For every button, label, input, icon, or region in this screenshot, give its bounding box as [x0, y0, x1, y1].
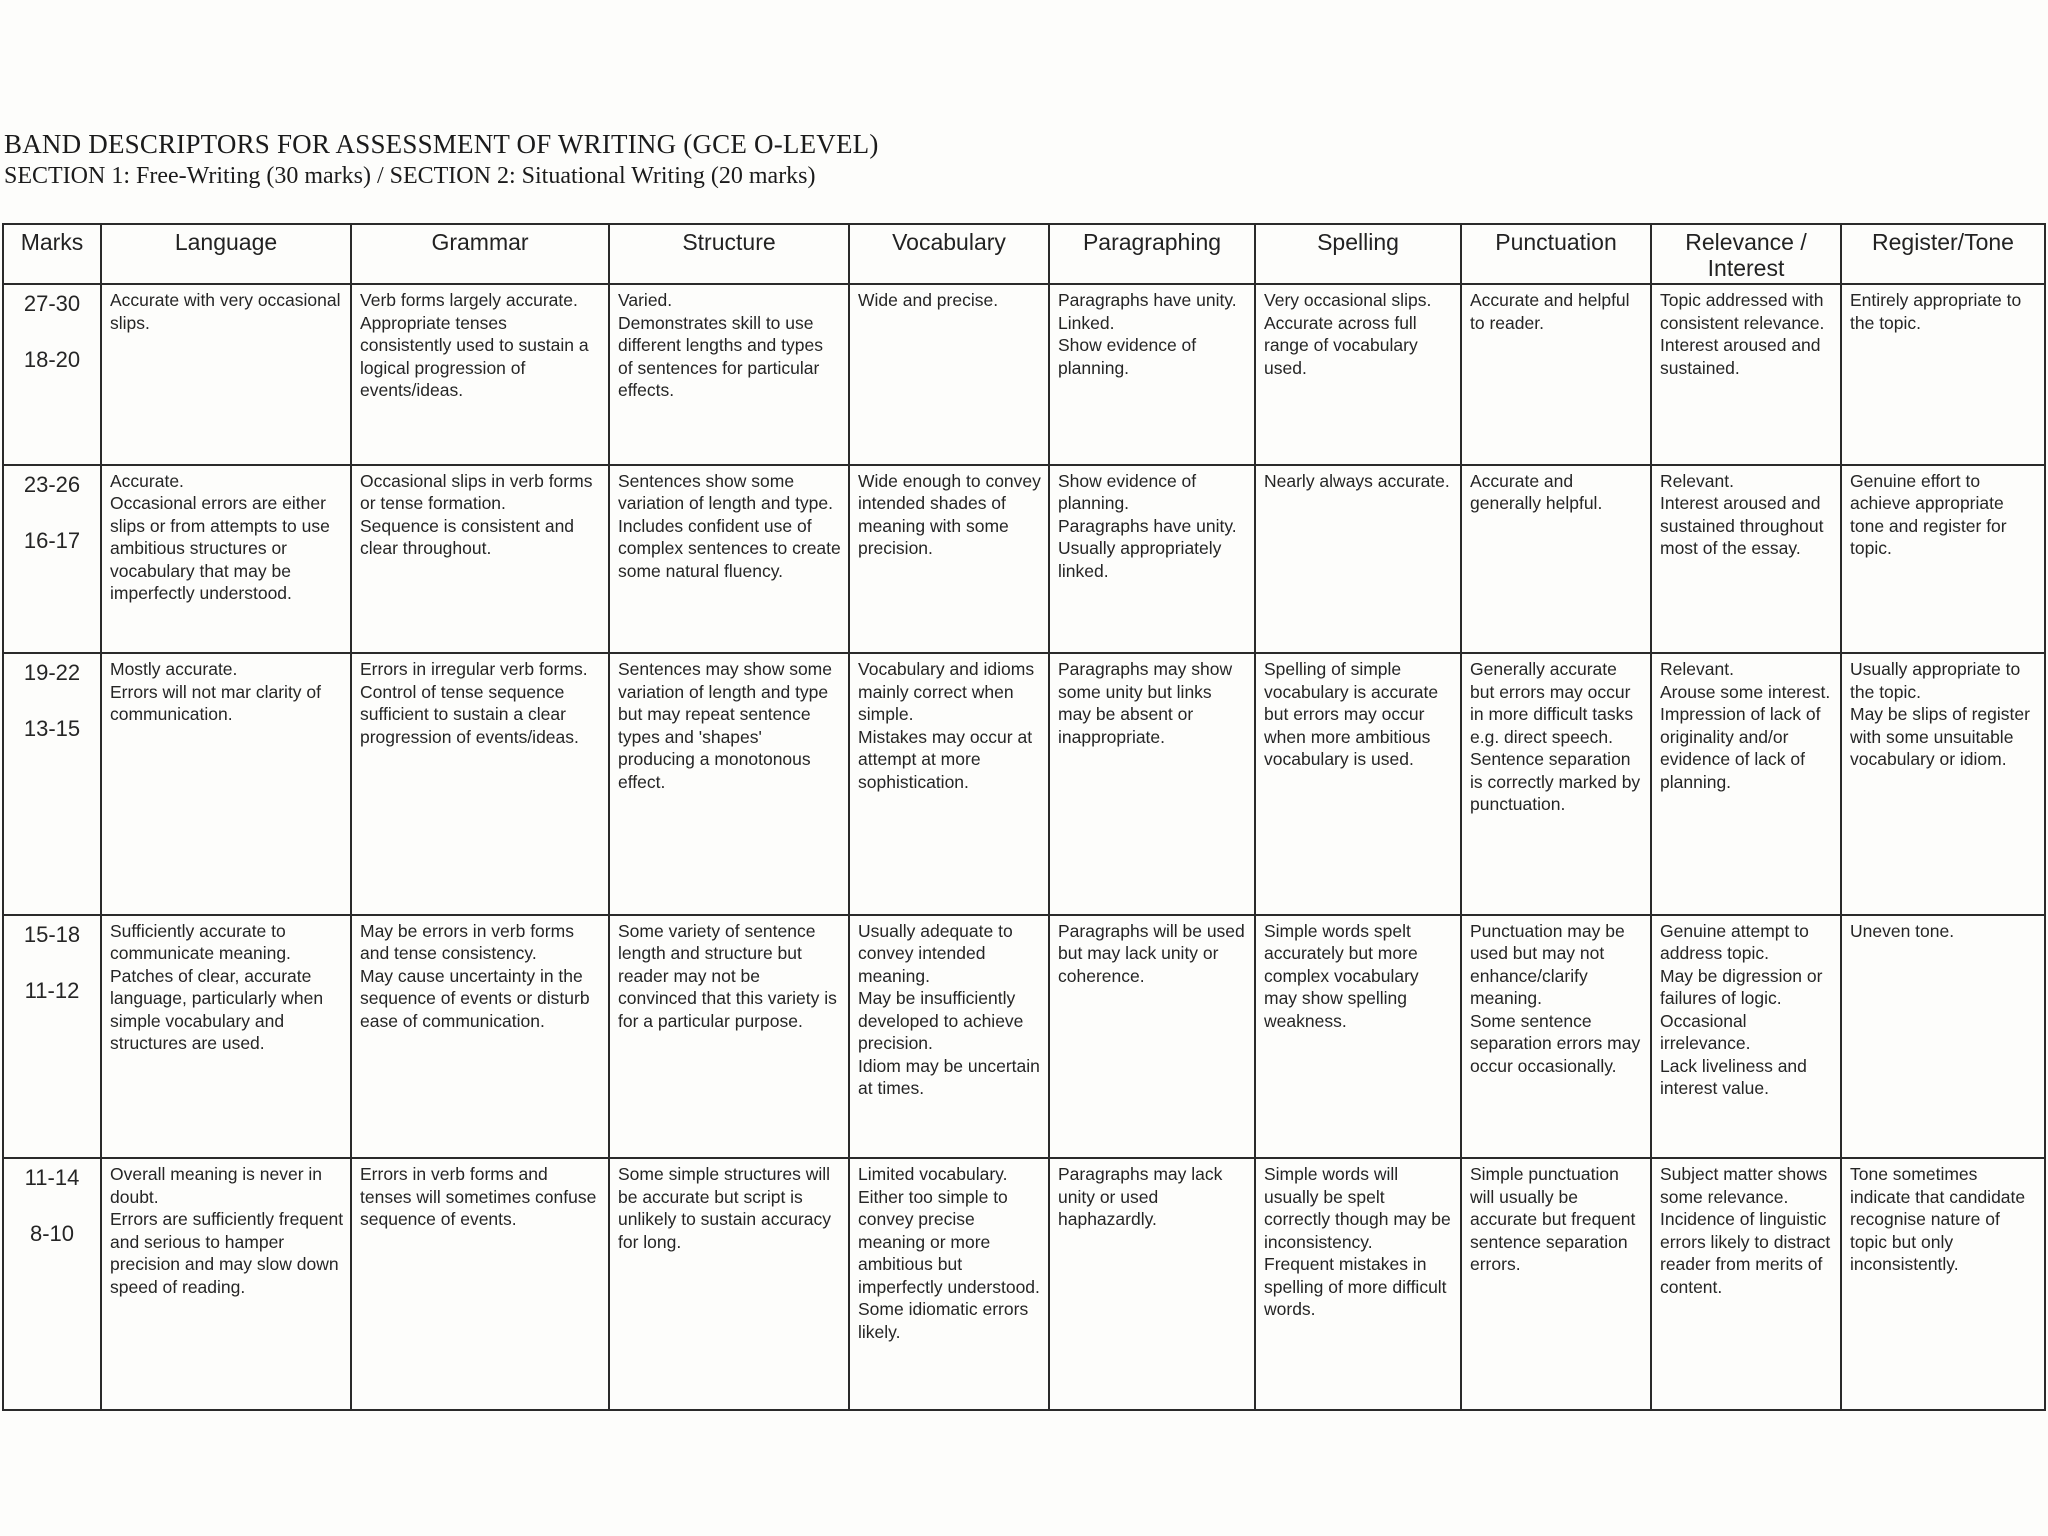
vocabulary-cell	[849, 465, 1049, 654]
punctuation-cell	[1461, 465, 1651, 654]
marks-cell	[3, 915, 101, 1158]
language-cell	[101, 653, 351, 915]
vocabulary-cell	[849, 1158, 1049, 1410]
descriptor-text: Usually appropriate to the topic. May be slips of register with some unsuitable vocabulary or idiom.	[1850, 659, 2030, 770]
descriptor-text: Subject matter shows some relevance. Incidence of linguistic errors likely to distract reader from merits of content.	[1660, 1164, 1831, 1297]
language-cell	[101, 1158, 351, 1410]
descriptor-text: Entirely appropriate to the topic.	[1850, 290, 2022, 333]
marks-section2: 11-12	[24, 977, 80, 1003]
language-cell	[101, 284, 351, 465]
register-cell	[1841, 653, 2045, 915]
descriptor-text: Spelling of simple vocabulary is accurate but errors may occur when more ambitious vocabulary is used.	[1264, 659, 1439, 770]
descriptor-text: Some simple structures will be accurate but script is unlikely to sustain accuracy for long.	[618, 1164, 832, 1252]
register-cell	[1841, 1158, 2045, 1410]
descriptor-text: Mostly accurate. Errors will not mar clarity of communication.	[110, 659, 322, 725]
marks-section2: 18-20	[23, 347, 81, 372]
marks-cell	[3, 653, 101, 915]
structure-cell	[609, 284, 849, 465]
marks-section1: 11-14	[24, 1165, 80, 1191]
marks-section1: 27-30	[23, 291, 81, 316]
spelling-cell	[1255, 915, 1461, 1158]
grammar-cell	[351, 284, 609, 465]
marks-cell	[3, 284, 101, 465]
descriptor-text: Simple words spelt accurately but more complex vocabulary may show spelling weakness.	[1264, 920, 1419, 1031]
table-row	[3, 1158, 2045, 1410]
relevance-cell	[1651, 284, 1841, 465]
spelling-cell	[1255, 653, 1461, 915]
document-title: BAND DESCRIPTORS FOR ASSESSMENT OF WRITING (GCE O-LEVEL)	[4, 129, 879, 159]
descriptor-text: Accurate with very occasional slips.	[110, 290, 341, 333]
table-header-row	[3, 224, 2045, 284]
descriptor-text: Accurate and helpful to reader.	[1470, 290, 1630, 333]
register-cell	[1841, 915, 2045, 1158]
descriptor-text: Sentences may show some variation of length and type but may repeat sentence types and 'shapes' producing a monotonous effect.	[618, 659, 832, 792]
descriptor-text: Genuine effort to achieve appropriate tone and register for topic.	[1850, 470, 2007, 559]
vocabulary-cell	[849, 653, 1049, 915]
descriptor-text: Simple punctuation will usually be accurate but frequent sentence separation errors.	[1470, 1164, 1636, 1275]
header-register-tone: Register/Tone	[1841, 224, 2045, 284]
descriptor-text: Overall meaning is never in doubt. Errors are sufficiently frequent and serious to hamper precision and may slow down speed of reading.	[110, 1164, 344, 1297]
marks-section2: 16-17	[23, 527, 81, 553]
structure-cell	[609, 915, 849, 1158]
marks-cell	[3, 465, 101, 654]
descriptor-text: Occasional slips in verb forms or tense formation. Sequence is consistent and clear throughout.	[360, 470, 593, 559]
header-grammar: Grammar	[351, 224, 609, 284]
punctuation-cell	[1461, 653, 1651, 915]
spelling-cell	[1255, 284, 1461, 465]
table-row	[3, 465, 2045, 654]
paragraphing-cell	[1049, 284, 1255, 465]
header-spelling: Spelling	[1255, 224, 1461, 284]
grammar-cell	[351, 653, 609, 915]
descriptor-text: Punctuation may be used but may not enhance/clarify meaning. Some sentence separation errors may occur occasionally.	[1470, 920, 1641, 1076]
paragraphing-cell	[1049, 653, 1255, 915]
descriptor-text: Accurate and generally helpful.	[1470, 470, 1603, 514]
descriptor-text: Verb forms largely accurate. Appropriate tenses consistently used to sustain a logical progression of events/ideas.	[360, 290, 589, 400]
descriptor-text: Varied. Demonstrates skill to use different lengths and types of sentences for particular effects.	[618, 290, 823, 400]
descriptor-text: Sentences show some variation of length and type. Includes confident use of complex sentences to create some natural fluency.	[618, 470, 841, 581]
descriptor-text: Accurate. Occasional errors are either slips or from attempts to use ambitious structures or vocabulary that may be imperfectly understood.	[110, 470, 330, 604]
vocabulary-cell	[849, 284, 1049, 465]
descriptor-text: Tone sometimes indicate that candidate recognise nature of topic but only inconsistently.	[1850, 1164, 2026, 1275]
descriptor-text: Wide enough to convey intended shades of meaning with some precision.	[858, 470, 1041, 559]
descriptor-text: Genuine attempt to address topic. May be digression or failures of logic. Occasional irrelevance. Lack liveliness and interest value.	[1660, 920, 1823, 1099]
header-vocabulary: Vocabulary	[849, 224, 1049, 284]
document-subtitle: SECTION 1: Free-Writing (30 marks) / SECTION 2: Situational Writing (20 marks)	[4, 163, 816, 189]
header-punctuation: Punctuation	[1461, 224, 1651, 284]
descriptor-text: Nearly always accurate.	[1264, 470, 1450, 491]
structure-cell	[609, 653, 849, 915]
descriptor-text: Paragraphs may lack unity or used haphazardly.	[1058, 1164, 1223, 1230]
descriptor-text: Limited vocabulary. Either too simple to convey precise meaning or more ambitious but imperfectly understood. Some idiomatic errors likely.	[858, 1164, 1040, 1342]
vocabulary-cell	[849, 915, 1049, 1158]
marks-section2: 13-15	[23, 716, 81, 742]
title-block	[4, 128, 879, 191]
language-cell	[101, 465, 351, 654]
register-cell	[1841, 465, 2045, 654]
descriptor-text: Very occasional slips. Accurate across full range of vocabulary used.	[1264, 290, 1432, 378]
descriptor-text: Uneven tone.	[1850, 920, 1955, 941]
band-descriptors-table	[2, 223, 2046, 1411]
relevance-cell	[1651, 1158, 1841, 1410]
descriptor-text: Relevant. Arouse some interest. Impression of lack of originality and/or evidence of lack of planning.	[1660, 659, 1831, 792]
punctuation-cell	[1461, 284, 1651, 465]
grammar-cell	[351, 465, 609, 654]
header-paragraphing: Paragraphing	[1049, 224, 1255, 284]
descriptor-text: Usually adequate to convey intended meaning. May be insufficiently developed to achieve precision. Idiom may be uncertain at times.	[858, 920, 1040, 1099]
descriptor-text: Vocabulary and idioms mainly correct when simple. Mistakes may occur at attempt at more sophistication.	[858, 659, 1035, 792]
grammar-cell	[351, 915, 609, 1158]
descriptor-text: Show evidence of planning. Paragraphs have unity. Usually appropriately linked.	[1058, 470, 1237, 581]
structure-cell	[609, 1158, 849, 1410]
descriptor-text: Paragraphs have unity. Linked. Show evidence of planning.	[1058, 290, 1237, 378]
header-structure: Structure	[609, 224, 849, 284]
descriptor-text: Errors in verb forms and tenses will sometimes confuse sequence of events.	[360, 1164, 597, 1230]
descriptor-text: Paragraphs may show some unity but links may be absent or inappropriate.	[1058, 659, 1233, 747]
language-cell	[101, 915, 351, 1158]
descriptor-text: Errors in irregular verb forms. Control of tense sequence sufficient to sustain a clear progression of events/ideas.	[360, 659, 588, 747]
header-language: Language	[101, 224, 351, 284]
table-row	[3, 284, 2045, 465]
paragraphing-cell	[1049, 465, 1255, 654]
relevance-cell	[1651, 653, 1841, 915]
marks-section1: 23-26	[23, 471, 81, 497]
punctuation-cell	[1461, 915, 1651, 1158]
register-cell	[1841, 284, 2045, 465]
descriptor-text: Paragraphs will be used but may lack unity or coherence.	[1058, 920, 1245, 986]
header-marks: Marks	[3, 224, 101, 284]
table-row	[3, 653, 2045, 915]
descriptor-text: Sufficiently accurate to communicate meaning. Patches of clear, accurate language, particularly when simple vocabulary and structures are used.	[110, 920, 324, 1054]
grammar-cell	[351, 1158, 609, 1410]
marks-section1: 15-18	[23, 921, 81, 947]
descriptor-text: May be errors in verb forms and tense consistency. May cause uncertainty in the sequence of events or disturb ease of communication.	[360, 920, 590, 1031]
relevance-cell	[1651, 915, 1841, 1158]
marks-cell	[3, 1158, 101, 1410]
paragraphing-cell	[1049, 1158, 1255, 1410]
descriptor-text: Relevant. Interest aroused and sustained throughout most of the essay.	[1660, 470, 1824, 559]
relevance-cell	[1651, 465, 1841, 654]
header-relevance-interest: Relevance / Interest	[1651, 224, 1841, 284]
paragraphing-cell	[1049, 915, 1255, 1158]
punctuation-cell	[1461, 1158, 1651, 1410]
descriptor-text: Wide and precise.	[858, 290, 999, 310]
spelling-cell	[1255, 1158, 1461, 1410]
descriptor-text: Generally accurate but errors may occur in more difficult tasks e.g. direct speech. Sentence separation is correctly marked by punctuation.	[1470, 659, 1641, 815]
structure-cell	[609, 465, 849, 654]
spelling-cell	[1255, 465, 1461, 654]
marks-section1: 19-22	[23, 660, 81, 686]
marks-section2: 8-10	[29, 1221, 75, 1247]
table-row	[3, 915, 2045, 1158]
descriptor-text: Topic addressed with consistent relevance. Interest aroused and sustained.	[1660, 290, 1825, 378]
descriptor-text: Some variety of sentence length and structure but reader may not be convinced that this variety is for a particular purpose.	[618, 920, 837, 1031]
descriptor-text: Simple words will usually be spelt correctly though may be inconsistency. Frequent mistakes in spelling of more difficult words.	[1264, 1164, 1451, 1320]
